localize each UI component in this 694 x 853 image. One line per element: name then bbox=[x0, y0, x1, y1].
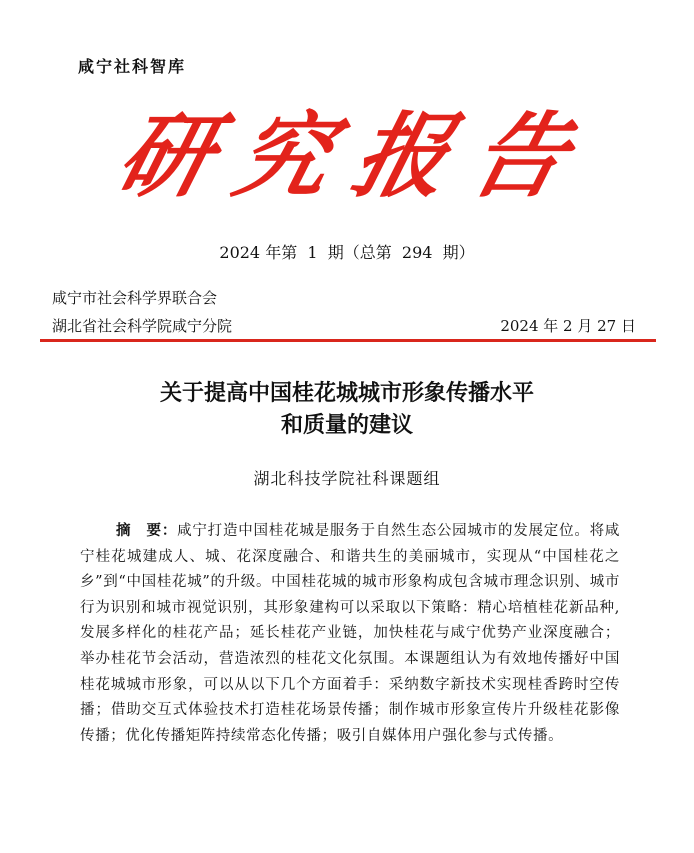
publish-date: 2024 年 2 月 27 日 bbox=[500, 317, 636, 335]
masthead-glyph: 报 bbox=[342, 102, 462, 210]
title-line-1: 关于提高中国桂花城城市形象传播水平 bbox=[159, 381, 534, 406]
article-title bbox=[0, 378, 694, 442]
masthead-glyph: 告 bbox=[460, 102, 580, 210]
abstract-text: 咸宁打造中国桂花城是服务于自然生态公园城市的发展定位。将咸宁桂花城建成人、城、花深度融合、和谐共生的美丽城市，实现从“中国桂花之乡”到“中国桂花城”的升级。中国桂花城的城市形象构成包含城市理念识别、城市行为识别和城市视觉识别，其形象建构可以采取以下策略：精心培植桂花新品种,发展多样化的桂花产品；延长桂花产业链，加快桂花与咸宁优势产业深度融合；举办桂花节会活动，营造浓烈的桂花文化氛围。本课题组认为有效地传播好中国桂花城城市形象，可以从以下几个方面着手：采纳数字新技术实现桂香跨时空传播；借助交互式体验技术打造桂花场景传播；制作城市形象宣传片升级桂花影像传播；优化传播矩阵持续常态化传播；吸引自媒体用户强化参与式传播。 bbox=[80, 523, 620, 744]
issue-number: 2024 年第 1 期（总第 294 期） bbox=[219, 243, 475, 262]
header-divider bbox=[40, 339, 656, 342]
title-line-2: 和质量的建议 bbox=[280, 413, 413, 438]
abstract bbox=[80, 519, 620, 749]
publisher-org-2: 湖北省社会科学院咸宁分院 bbox=[52, 317, 233, 335]
masthead-title bbox=[106, 100, 590, 220]
masthead-glyph: 研 bbox=[106, 102, 226, 210]
masthead-glyph: 究 bbox=[224, 102, 344, 210]
series-name: 咸宁社科智库 bbox=[78, 57, 187, 76]
publisher-org-1: 咸宁市社会科学界联合会 bbox=[52, 289, 218, 307]
abstract-label: 摘 要： bbox=[116, 523, 178, 539]
author-group: 湖北科技学院社科课题组 bbox=[253, 469, 441, 488]
